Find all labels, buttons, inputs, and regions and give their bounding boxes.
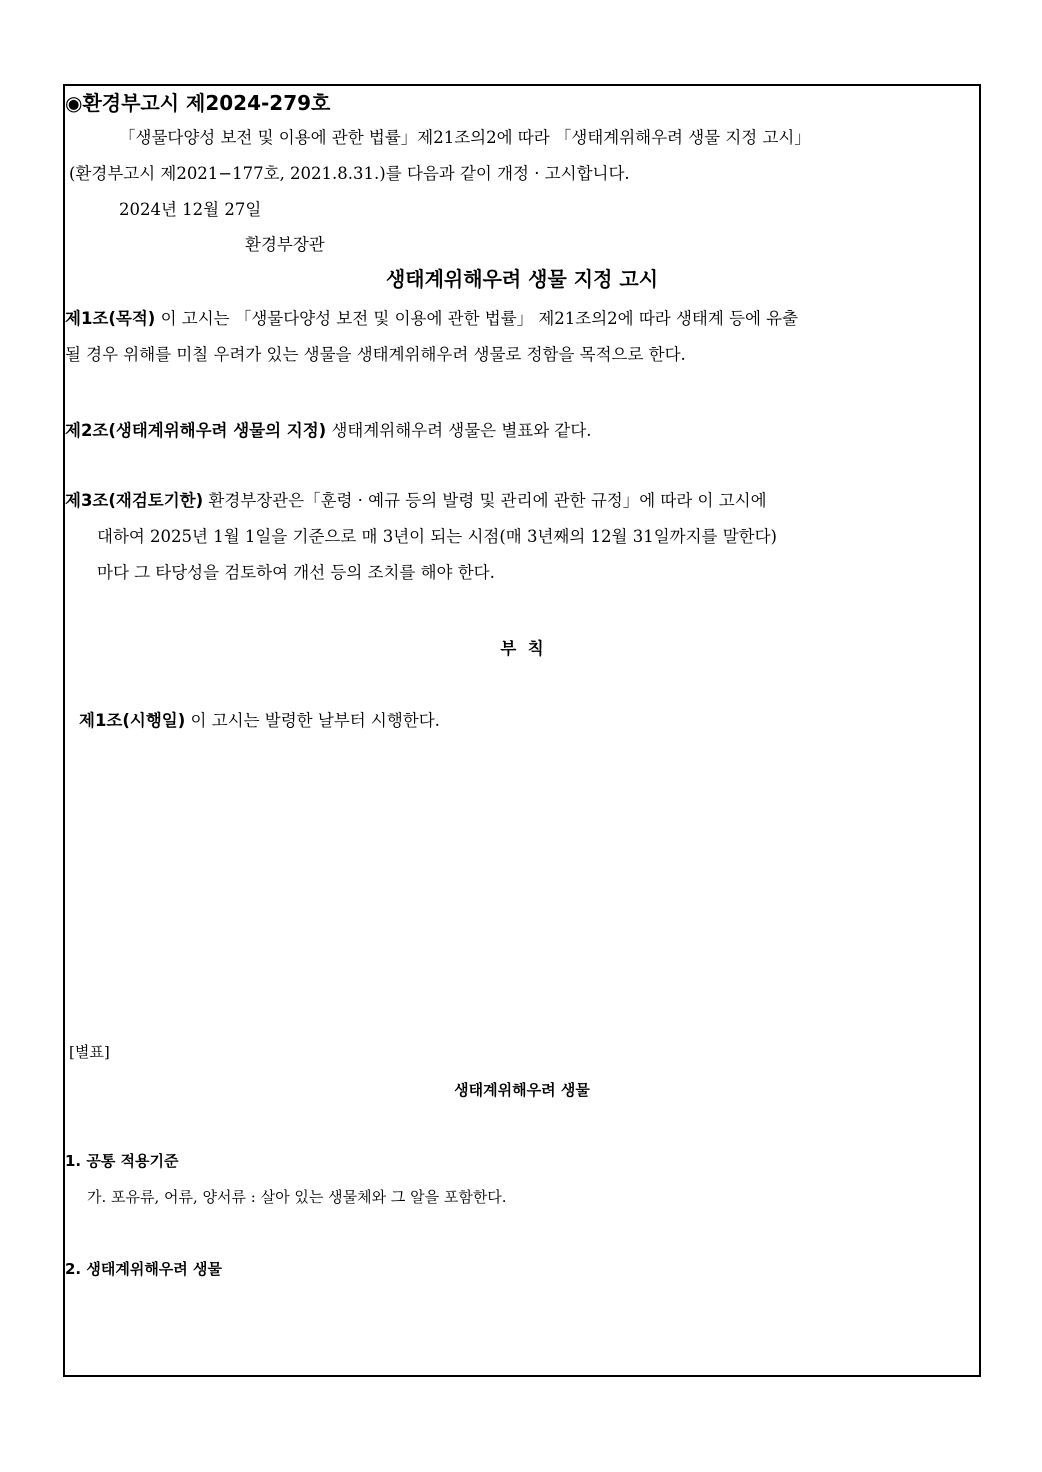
article-3-label: 제3조(재검토기한): [65, 491, 204, 510]
appendix-section-1-item: 가. 포유류, 어류, 양서류 : 살아 있는 생물체와 그 알을 포함한다.: [87, 1188, 507, 1206]
notice-number: ◉환경부고시 제2024-279호: [65, 91, 331, 115]
appendix-section-1-heading: 1. 공통 적용기준: [65, 1152, 179, 1170]
supplementary-article-1-text: 이 고시는 발령한 날부터 시행한다.: [185, 711, 440, 730]
preamble-line-1: 「생물다양성 보전 및 이용에 관한 법률」제21조의2에 따라 「생태계위해우려 생물 지정 고시」: [119, 128, 811, 147]
article-3-line-3: 마다 그 타당성을 검토하여 개선 등의 조치를 해야 한다.: [97, 563, 495, 582]
article-3-line-1: [65, 490, 767, 512]
appendix-section-2-heading: 2. 생태계위해우려 생물: [65, 1260, 222, 1278]
article-2-label: 제2조(생태계위해우려 생물의 지정): [65, 421, 327, 440]
article-3-line-2: 대하여 2025년 1월 1일을 기준으로 매 3년이 되는 시점(매 3년째의 12월 31일까지를 말한다): [97, 527, 777, 546]
article-1-line-1: [65, 308, 798, 330]
article-2-text-1: 생태계위해우려 생물은 별표와 같다.: [326, 421, 592, 440]
supplementary-heading-text: 부 칙: [500, 639, 544, 658]
article-1-text-1: 이 고시는 「생물다양성 보전 및 이용에 관한 법률」 제21조의2에 따라 생태계 등에 유출: [155, 309, 799, 328]
article-2-line-1: [65, 420, 592, 442]
article-1-line-2: 될 경우 위해를 미칠 우려가 있는 생물을 생태계위해우려 생물로 정함을 목적으로 한다.: [65, 345, 686, 364]
article-3-text-1: 환경부장관은「훈령 · 예규 등의 발령 및 관리에 관한 규정」에 따라 이 고시에: [203, 491, 767, 510]
supplementary-article-1: [79, 710, 440, 732]
supplementary-article-1-label: 제1조(시행일): [79, 711, 186, 730]
preamble-line-2: (환경부고시 제2021−177호, 2021.8.31.)를 다음과 같이 개정 · 고시합니다.: [69, 164, 630, 183]
appendix-title: 생태계위해우려 생물: [454, 1081, 590, 1099]
supplementary-heading: [65, 638, 979, 660]
notice-date: 2024년 12월 27일: [119, 200, 262, 219]
notice-frame: [63, 84, 981, 1377]
article-1-label: 제1조(목적): [65, 309, 156, 328]
appendix-tag: [별표]: [69, 1043, 110, 1061]
document-title: 생태계위해우려 생물 지정 고시: [385, 267, 659, 291]
notice-issuer: 환경부장관: [245, 235, 325, 254]
